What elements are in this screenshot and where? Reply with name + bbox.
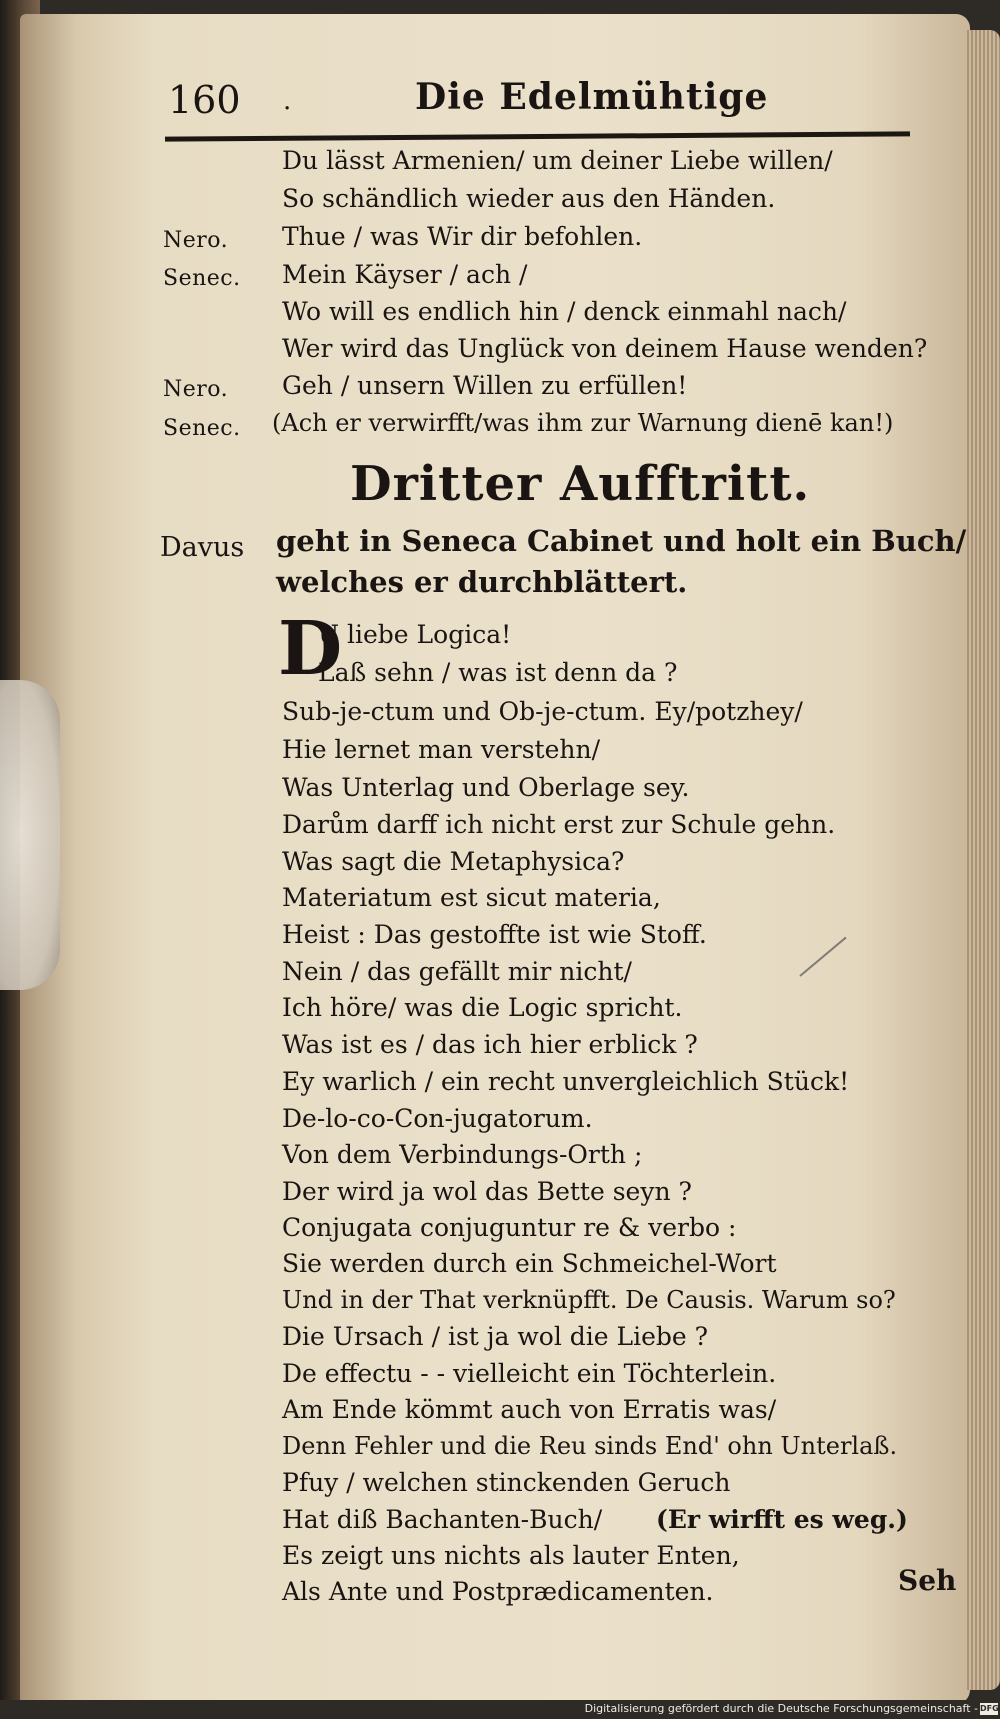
running-title: Die Edelmühtige: [415, 76, 769, 118]
verse-line: Conjugata conjuguntur re & verbo :: [282, 1213, 737, 1242]
verse-line: Wo will es endlich hin / denck einmahl nach/: [282, 297, 847, 326]
verse-line: Nein / das gefällt mir nicht/: [282, 957, 632, 986]
scene-direction: geht in Seneca Cabinet und holt ein Buch/: [276, 524, 967, 558]
verse-line: Sub-je-ctum und Ob-je-ctum. Ey/potzhey/: [282, 697, 803, 726]
verse-line: Geh / unsern Willen zu erfüllen!: [282, 371, 688, 400]
page-stack-edge: [965, 30, 1000, 1690]
verse-line: U liebe Logica!: [318, 620, 512, 649]
drop-initial: D: [278, 606, 343, 692]
verse-line: Du lässt Armenien/ um deiner Liebe willen/: [282, 146, 833, 175]
speaker-label: Senec.: [163, 416, 241, 441]
verse-line: Darům darff ich nicht erst zur Schule gehn.: [282, 810, 836, 839]
page-clip: [0, 680, 60, 990]
verse-line: Ich höre/ was die Logic spricht.: [282, 993, 683, 1022]
stage-direction: (Er wirfft es weg.): [656, 1505, 908, 1534]
verse-line: Der wird ja wol das Bette seyn ?: [282, 1177, 692, 1206]
verse-line: De-lo-co-Con-jugatorum.: [282, 1104, 593, 1133]
verse-line: (Ach er verwirfft/was ihm zur Warnung dienē kan!): [272, 409, 894, 437]
verse-line: Was ist es / das ich hier erblick ?: [282, 1030, 698, 1059]
verse-line: Denn Fehler und die Reu sinds End' ohn Unterlaß.: [282, 1432, 898, 1460]
verse-line: Hat diß Bachanten-Buch/: [282, 1505, 603, 1534]
verse-line: Wer wird das Unglück von deinem Hause wenden?: [282, 334, 928, 363]
direction-speaker: Davus: [160, 532, 245, 563]
speaker-label: Nero.: [163, 228, 229, 253]
scene-heading: Dritter Aufftritt.: [350, 456, 811, 512]
verse-line: Am Ende kömmt auch von Erratis was/: [282, 1395, 777, 1424]
verse-line: Die Ursach / ist ja wol die Liebe ?: [282, 1322, 709, 1351]
verse-line: Heist : Das gestoffte ist wie Stoff.: [282, 920, 707, 949]
page-number: 160: [168, 78, 241, 122]
verse-line: Was Unterlag und Oberlage sey.: [282, 773, 690, 802]
verse-line: Es zeigt uns nichts als lauter Enten,: [282, 1541, 740, 1570]
verse-line: Hie lernet man verstehn/: [282, 735, 600, 764]
speaker-label: Senec.: [163, 266, 241, 291]
running-head-dot: .: [283, 86, 292, 116]
scene-direction: welches er durchblättert.: [276, 565, 688, 599]
verse-line: Von dem Verbindungs-Orth ;: [282, 1140, 643, 1169]
verse-line: Thue / was Wir dir befohlen.: [282, 222, 643, 251]
dfg-logo: DFG: [980, 1704, 999, 1713]
verse-line: Was sagt die Metaphysica?: [282, 847, 625, 876]
verse-line: Sie werden durch ein Schmeichel-Wort: [282, 1249, 777, 1278]
verse-line: Und in der That verknüpfft. De Causis. Warum so?: [282, 1286, 896, 1314]
verse-line: De effectu - - vielleicht ein Töchterlein.: [282, 1359, 777, 1388]
verse-line: Pfuy / welchen stinckenden Geruch: [282, 1468, 731, 1497]
verse-line: Ey warlich / ein recht unvergleichlich Stück!: [282, 1067, 850, 1096]
verse-line: Als Ante und Postprædicamenten.: [282, 1577, 714, 1606]
verse-line: Mein Käyser / ach /: [282, 260, 528, 289]
verse-line: Laß sehn / was ist denn da ?: [318, 658, 678, 687]
speaker-label: Nero.: [163, 377, 229, 402]
catchword: Seh: [898, 1564, 957, 1597]
verse-line: So schändlich wieder aus den Händen.: [282, 184, 776, 213]
digitization-credit: Digitalisierung gefördert durch die Deutsche Forschungsgemeinschaft -: [584, 1702, 978, 1715]
verse-line: Materiatum est sicut materia,: [282, 883, 661, 912]
